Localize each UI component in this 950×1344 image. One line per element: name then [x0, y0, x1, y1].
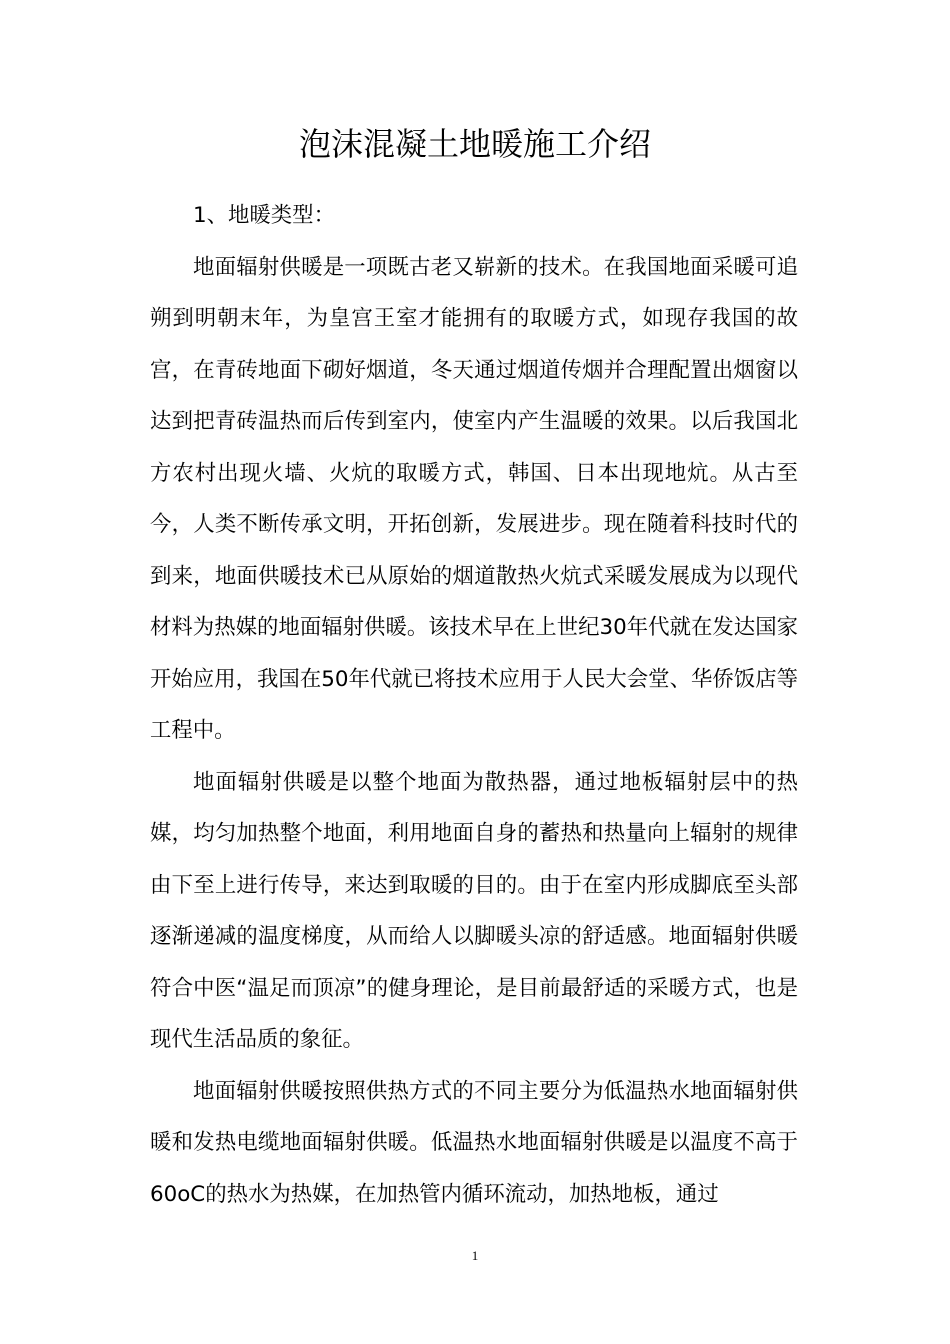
document-body	[150, 190, 798, 1220]
document-title: 泡沫混凝土地暖施工介绍	[298, 125, 651, 163]
page-number: 1	[471, 1248, 479, 1263]
paragraph-types: 地面辐射供暖按照供热方式的不同主要分为低温热水地面辐射供暖和发热电缆地面辐射供暖。低温热水地面辐射供暖是以温度不高于60oC的热水为热媒，在加热管内循环流动，加热地板，通过	[150, 1078, 798, 1207]
paragraph-principle: 地面辐射供暖是以整个地面为散热器，通过地板辐射层中的热媒，均匀加热整个地面，利用地面自身的蓄热和热量向上辐射的规律由下至上进行传导，来达到取暖的目的。由于在室内形成脚底至头部逐渐递减的温度梯度，从而给人以脚暖头凉的舒适感。地面辐射供暖符合中医“温足而顶凉”的健身理论，是目前最舒适的采暖方式，也是现代生活品质的象征。	[150, 769, 798, 1052]
paragraph-heading: 1、地暖类型：	[193, 203, 335, 228]
paragraph-history: 地面辐射供暖是一项既古老又崭新的技术。在我国地面采暖可追朔到明朝末年，为皇宫王室才能拥有的取暖方式，如现存我国的故宫，在青砖地面下砌好烟道，冬天通过烟道传烟并合理配置出烟窗以达到把青砖温热而后传到室内，使室内产生温暖的效果。以后我国北方农村出现火墙、火炕的取暖方式，韩国、日本出现地炕。从古至今，人类不断传承文明，开拓创新，发展进步。现在随着科技时代的到来，地面供暖技术已从原始的烟道散热火炕式采暖发展成为以现代材料为热媒的地面辐射供暖。该技术早在上世纪30年代就在发达国家开始应用，我国在50年代就已将技术应用于人民大会堂、华侨饭店等工程中。	[150, 254, 798, 743]
